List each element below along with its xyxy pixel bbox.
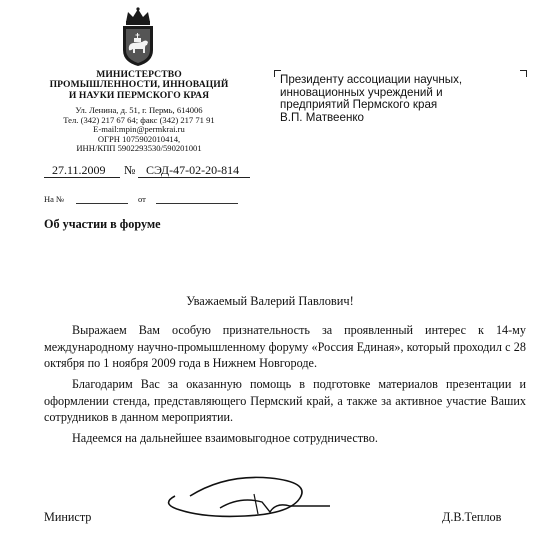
reference-date-line — [156, 203, 238, 204]
address-line: Тел. (342) 217 67 64; факс (342) 217 71 91 — [63, 114, 215, 125]
ministry-name-line: МИНИСТЕРСТВО — [96, 69, 182, 80]
greeting: Уважаемый Валерий Павлович! — [186, 294, 354, 308]
signatory-name: Д.В.Теплов — [442, 510, 502, 524]
signature-icon — [150, 466, 340, 526]
reference-from-label: от — [138, 194, 146, 204]
addressee-bracket-right — [520, 70, 527, 77]
addressee — [280, 74, 500, 124]
signatory-position: Министр — [44, 510, 92, 524]
addressee-line: Президенту ассоциации научных, — [280, 73, 463, 86]
address-line: ОГРН 1075902010414, — [97, 133, 181, 144]
number-underline — [138, 177, 250, 178]
address-line: Ул. Ленина, д. 51, г. Пермь, 614006 — [75, 105, 203, 115]
ministry-name-line: И НАУКИ ПЕРМСКОГО КРАЯ — [68, 89, 210, 101]
letter-subject: Об участии в форуме — [44, 217, 161, 231]
coat-of-arms-icon — [118, 6, 158, 68]
date-underline — [44, 177, 120, 178]
ministry-name — [44, 70, 234, 101]
body-paragraph — [44, 430, 526, 447]
registration-number: СЭД-47-02-20-814 — [146, 163, 240, 177]
letter-date: 27.11.2009 — [52, 163, 106, 177]
address-line: ИНН/КПП 5902293530/590201001 — [76, 143, 202, 154]
reference-number-line — [76, 203, 128, 204]
body-paragraph — [44, 376, 526, 426]
addressee-line: В.П. Матвеенко — [280, 110, 364, 124]
addressee-line: инновационных учреждений и — [280, 85, 443, 99]
paragraph-text: Надеемся на дальнейшее взаимовыгодное сотрудничество. — [72, 431, 378, 445]
reference-label: На № — [44, 194, 65, 204]
addressee-line: предприятий Пермского края — [280, 98, 438, 112]
body-paragraph — [44, 322, 526, 372]
paragraph-text: Благодарим Вас за оказанную помощь в подготовке материалов презентации и оформлении стенда, представляющего Пермский край, а также за активное участие Ваших сотрудников в данном мероприятии. — [44, 377, 526, 425]
paragraph-text: Выражаем Вам особую признательность за проявленный интерес к 14-му международному научно-промышленному форуму «Россия Единая», который проходил с 28 октября по 1 ноября 2009 года в Нижнем Новгороде. — [44, 323, 526, 371]
number-sign: № — [124, 163, 136, 177]
ministry-address — [44, 106, 234, 154]
address-line: E-mail:mpin@permkrai.ru — [93, 124, 185, 135]
ministry-name-line: ПРОМЫШЛЕННОСТИ, ИННОВАЦИЙ — [49, 79, 229, 91]
